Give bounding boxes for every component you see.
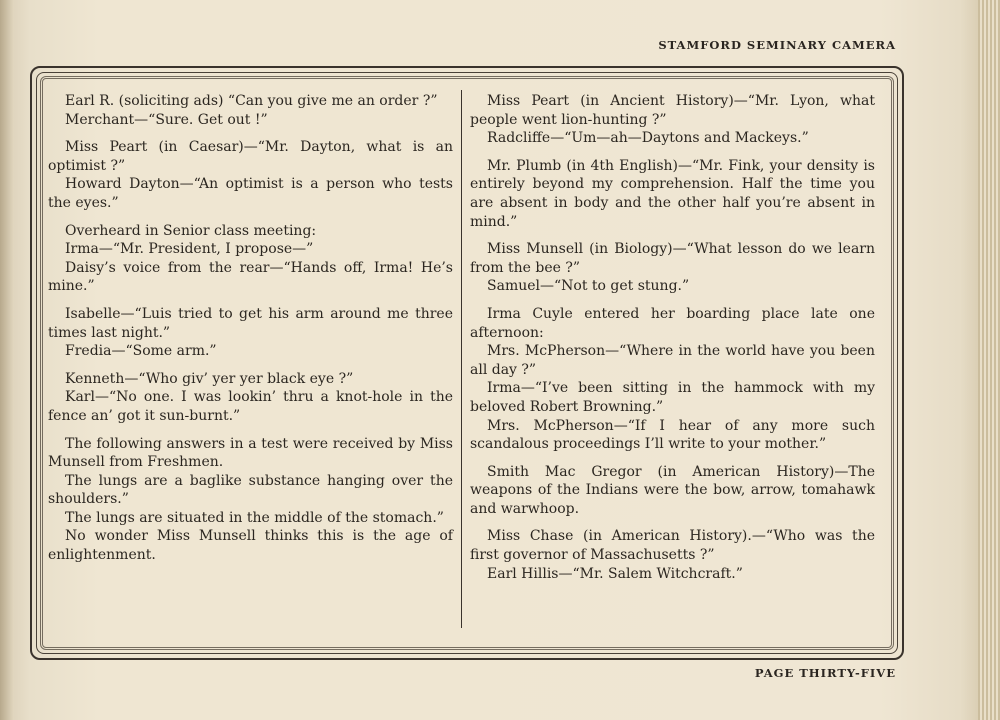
joke-line: Isabelle—“Luis tried to get his arm around me three times last night.” xyxy=(48,305,453,341)
column-divider xyxy=(461,90,462,628)
page-number: PAGE THIRTY-FIVE xyxy=(754,666,896,680)
joke-line: Mrs. McPherson—“Where in the world have you been all day ?” xyxy=(470,343,875,378)
joke-line: Miss Peart (in Ancient History)—“Mr. Lyon, what people went lion-hunting ?” xyxy=(470,93,875,128)
page-gutter xyxy=(0,0,14,720)
joke-line: Irma—“I’ve been sitting in the hammock with my beloved Robert Browning.” xyxy=(470,380,875,415)
joke-line: Fredia—“Some arm.” xyxy=(65,343,217,360)
joke-line: Howard Dayton—“An optimist is a person who tests the eyes.” xyxy=(48,176,453,211)
joke-line: Earl Hillis—“Mr. Salem Witchcraft.” xyxy=(487,565,743,582)
joke-line: Radcliffe—“Um—ah—Daytons and Mackeys.” xyxy=(487,130,809,147)
joke-line: Miss Chase (in American History).—“Who was the first governor of Massachusetts ?” xyxy=(470,528,875,564)
joke-line: Smith Mac Gregor (in American History)—The weapons of the Indians were the bow, arrow, tomahawk and warwhoop. xyxy=(470,463,875,517)
joke-line: The lungs are situated in the middle of the stomach.” xyxy=(65,509,444,526)
joke-line: Miss Munsell (in Biology)—“What lesson do we learn from the bee ?” xyxy=(470,241,875,276)
joke-line: Irma Cuyle entered her boarding place late one afternoon: xyxy=(470,305,875,341)
joke-line: Mr. Plumb (in 4th English)—“Mr. Fink, your density is entirely beyond my comprehension. Half the time you are absent in body and the other half you’re absent in mind.” xyxy=(470,157,875,230)
joke-line: Merchant—“Sure. Get out !” xyxy=(65,111,268,128)
joke-line: The following answers in a test were received by Miss Munsell from Freshmen. xyxy=(48,435,453,471)
joke-line: Overheard in Senior class meeting: xyxy=(65,222,317,239)
joke-line: No wonder Miss Munsell thinks this is the age of enlightenment. xyxy=(48,528,453,564)
joke-line: Kenneth—“Who giv’ yer yer black eye ?” xyxy=(65,370,354,387)
joke-line: Earl R. (soliciting ads) “Can you give me an order ?” xyxy=(65,93,438,109)
page-edge xyxy=(978,0,1000,720)
joke-line: The lungs are a baglike substance hanging over the shoulders.” xyxy=(48,472,453,508)
joke-line: Mrs. McPherson—“If I hear of any more such scandalous proceedings I’ll write to your mother.” xyxy=(470,417,875,453)
joke-line: Daisy’s voice from the rear—“Hands off, Irma! He’s mine.” xyxy=(48,259,453,295)
joke-line: Samuel—“Not to get stung.” xyxy=(487,278,690,295)
joke-line: Irma—“Mr. President, I propose—” xyxy=(65,241,314,258)
running-header: STAMFORD SEMINARY CAMERA xyxy=(658,38,896,52)
left-column xyxy=(48,92,453,565)
joke-line: Miss Peart (in Caesar)—“Mr. Dayton, what is an optimist ?” xyxy=(48,139,453,174)
joke-line: Karl—“No one. I was lookin’ thru a knot-hole in the fence an’ got it sun-burnt.” xyxy=(48,389,453,424)
right-column xyxy=(470,92,875,583)
